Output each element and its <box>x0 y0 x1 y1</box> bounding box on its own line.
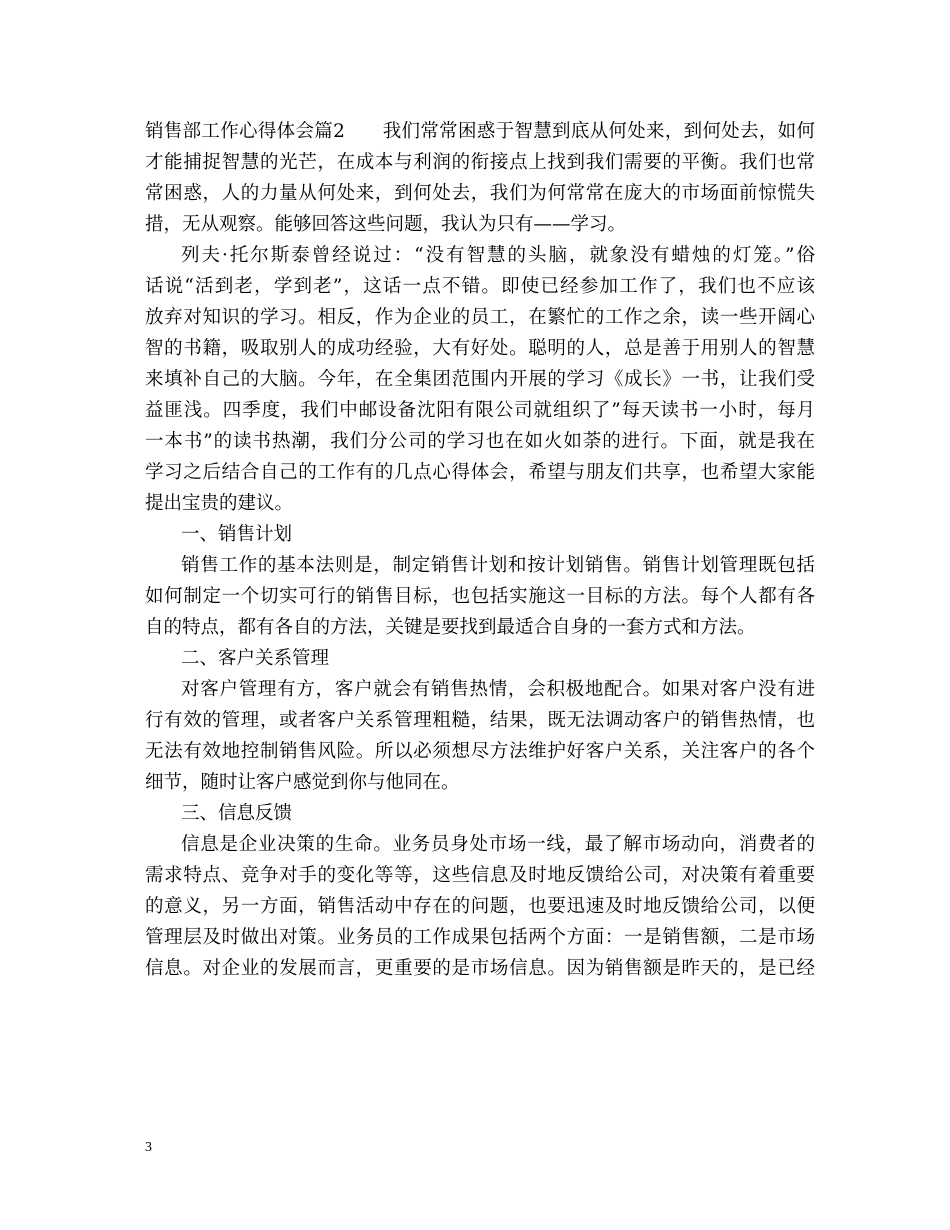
body-text-line: 智的书籍，吸取别人的成功经验，大有好处。聪明的人，总是善于用别人的智慧 <box>145 338 815 359</box>
section-heading: 二、客户关系管理 <box>181 648 330 669</box>
body-text-line: 需求特点、竞争对手的变化等等，这些信息及时地反馈给公司，对决策有着重要 <box>145 865 815 886</box>
body-text-line: 管理层及时做出对策。业务员的工作成果包括两个方面：一是销售额，二是市场 <box>145 927 815 948</box>
body-text-line: 益匪浅。四季度，我们中邮设备沈阳有限公司就组织了”每天读书一小时，每月 <box>145 400 815 421</box>
body-text-line: 销售工作的基本法则是，制定销售计划和按计划销售。销售计划管理既包括 <box>181 555 815 576</box>
body-text-line: 才能捕捉智慧的光芒，在成本与利润的衔接点上找到我们需要的平衡。我们也常 <box>145 152 815 173</box>
body-text-line: 常困惑，人的力量从何处来，到何处去，我们为何常常在庞大的市场面前惊慌失 <box>145 183 815 204</box>
body-text-line: 来填补自己的大脑。今年，在全集团范围内开展的学习《成长》一书，让我们受 <box>145 369 815 390</box>
body-text-line: 学习之后结合自己的工作有的几点心得体会，希望与朋友们共享，也希望大家能 <box>145 462 815 483</box>
body-text-line: 行有效的管理，或者客户关系管理粗糙，结果，既无法调动客户的销售热情，也 <box>145 710 815 731</box>
body-text-line: 的意义，另一方面，销售活动中存在的问题，也要迅速及时地反馈给公司，以便 <box>145 896 815 917</box>
body-text-line: 信息是企业决策的生命。业务员身处市场一线，最了解市场动向，消费者的 <box>181 834 815 855</box>
body-text-line: 列夫·托尔斯泰曾经说过：“没有智慧的头脑，就象没有蜡烛的灯笼。”俗 <box>181 245 815 266</box>
page-number: 3 <box>145 1140 152 1155</box>
body-text-line: 销售部工作心得体会篇2 我们常常困惑于智慧到底从何处来，到何处去，如何 <box>145 121 815 142</box>
body-text-line: 自的特点，都有各自的方法，关键是要找到最适合自身的一套方式和方法。 <box>145 617 756 638</box>
body-text-line: 一本书”的读书热潮，我们分公司的学习也在如火如荼的进行。下面，就是我在 <box>145 431 815 452</box>
body-text-line: 无法有效地控制销售风险。所以必须想尽方法维护好客户关系，关注客户的各个 <box>145 741 815 762</box>
section-heading: 一、销售计划 <box>181 524 293 545</box>
body-text-line: 信息。对企业的发展而言，更重要的是市场信息。因为销售额是昨天的，是已经 <box>145 958 815 979</box>
body-text-line: 放弃对知识的学习。相反，作为企业的员工，在繁忙的工作之余，读一些开阔心 <box>145 307 815 328</box>
body-text-line: 提出宝贵的建议。 <box>145 493 294 514</box>
body-text-line: 对客户管理有方，客户就会有销售热情，会积极地配合。如果对客户没有进 <box>181 679 815 700</box>
body-text-line: 如何制定一个切实可行的销售目标，也包括实施这一目标的方法。每个人都有各 <box>145 586 815 607</box>
body-text-line: 措，无从观察。能够回答这些问题，我认为只有——学习。 <box>145 214 627 235</box>
section-heading: 三、信息反馈 <box>181 803 293 824</box>
body-text-line: 细节，随时让客户感觉到你与他同在。 <box>145 772 460 793</box>
body-text-line: 话说“活到老，学到老”，这话一点不错。即使已经参加工作了，我们也不应该 <box>145 276 815 297</box>
